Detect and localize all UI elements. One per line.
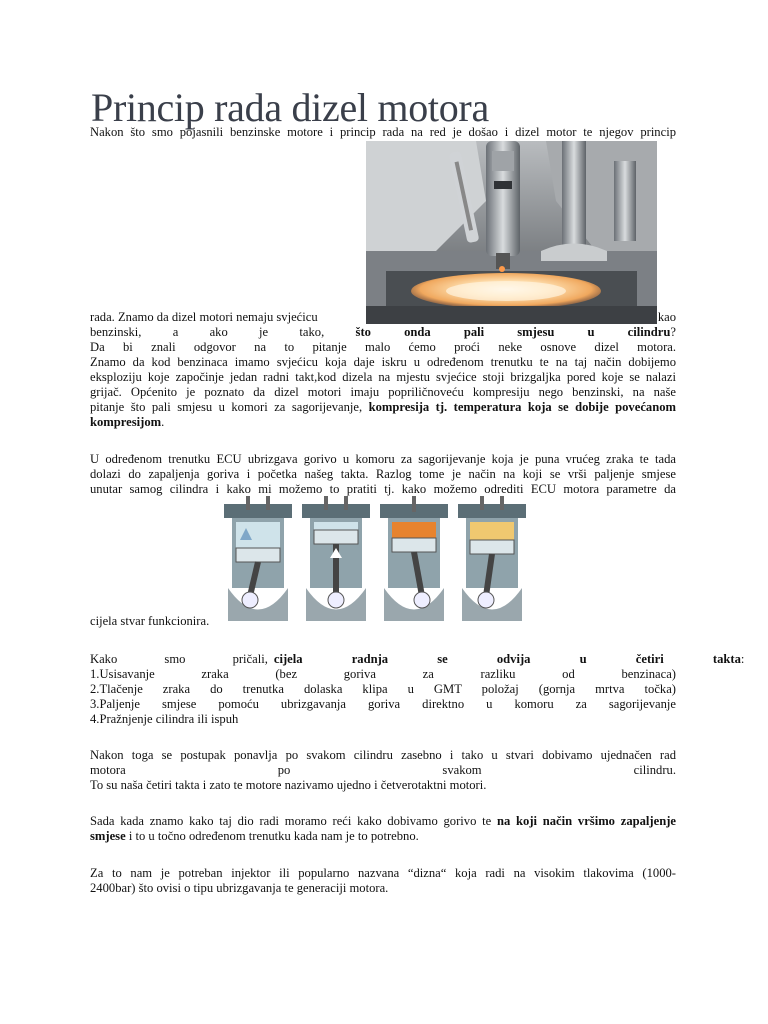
strokes-intro-start xyxy=(90,652,268,667)
strokes-intro-bold: cijela radnja se odvija u četiri takta xyxy=(273,652,741,666)
intro-line-9 xyxy=(90,415,676,430)
colon: : xyxy=(740,652,745,666)
four-stroke-cycle-image xyxy=(222,496,528,628)
para5-line-1-text: Sada kada znamo kako taj dio radi moramo reći kako dobivamo gorivo te xyxy=(90,814,492,828)
intro-line-6: eksploziju koje započinje jedan radni takt,kod dizela na mjestu svjećice stoji brizgaljka pored koje se nalazi xyxy=(90,370,676,384)
para4-line-3: To su naša četiri takta i zato te motore nazivamo ujedno i četverotaktni motori. xyxy=(90,778,487,792)
intro-word: tako, xyxy=(299,325,325,339)
para5-line-2-bold: smjese xyxy=(90,829,126,843)
intro-word: benzinski, xyxy=(90,325,142,339)
para6-line-1: Za to nam je potreban injektor ili popularno nazvana “dizna“ koja radi na visokim tlakovima (1000- xyxy=(90,866,676,880)
intro-word: je xyxy=(259,325,269,339)
compression-stroke-figure xyxy=(302,496,370,621)
para2-line-2: dolazi do zapaljenja goriva i početka našeg takta. Razlog tome je način na koji se vrši paljenje smjese xyxy=(90,467,676,481)
para2-line-4: cijela stvar funkcionira. xyxy=(90,614,210,628)
para4-line-1: Nakon toga se postupak ponavlja po svakom cilindru zasebno i tako u stvari dobivamo ujednačen rad xyxy=(90,748,676,762)
para5-line-1-bold: na koji način vršimo zapaljenje xyxy=(496,814,676,828)
para4-line-2: motora po svakom cilindru. xyxy=(90,763,676,777)
intro-line-4: Da bi znali odgovor na to pitanje malo ćemo proći neke osnove dizel motora. xyxy=(90,340,676,354)
strokes-intro-text: Kako smo pričali, xyxy=(90,652,268,666)
intro-line-3-bold-group xyxy=(356,325,676,340)
intro-line-2 xyxy=(90,310,676,325)
question-mark: ? xyxy=(670,325,676,339)
intake-stroke-figure xyxy=(224,496,292,621)
strokes-intro-bold-group xyxy=(268,652,744,667)
para2-line-3: unutar samog cilindra i kako mi možemo to pratiti tj. kako možemo odrediti ECU motora parametre da xyxy=(90,482,676,496)
diesel-injection-combustion-image xyxy=(366,141,657,324)
intro-line-1: Nakon što smo pojasnili benzinske motore i princip rada na red je došao i dizel motor te njegov princip xyxy=(90,125,676,139)
intro-line-9-end: . xyxy=(161,415,165,429)
intro-line-7: grijač. Općenito je poznato da dizel motori imaju popriličnoveću kompresiju nego benzinski, na naše xyxy=(90,385,676,399)
intro-line-5: Znamo da kod benzinaca imamo svjećicu koja daje iskru u određenom trenutku te na taj način dobijemo xyxy=(90,355,676,369)
stroke-item-1: 1.Usisavanje zraka (bez goriva za razliku od benzinaca) xyxy=(90,667,676,681)
intro-line-2-start: rada. Znamo da dizel motori nemaju svjećicu xyxy=(90,310,318,324)
intro-line-8-text: pitanje što pali smjesu u komori za sagorijevanje, xyxy=(90,400,363,414)
intro-word: a xyxy=(172,325,179,339)
para6-line-2: 2400bar) što ovisi o tipu ubrizgavanja te generaciji motora. xyxy=(90,881,389,895)
intro-line-3 xyxy=(90,325,676,340)
intro-bold-question: što onda pali smjesu u cilindru xyxy=(355,325,671,339)
para5-line-1 xyxy=(90,814,676,829)
intro-line-9-bold: kompresijom xyxy=(90,415,162,429)
exhaust-stroke-figure xyxy=(458,496,526,621)
intro-line-8-bold: kompresija tj. temperatura koja se dobije povećanom xyxy=(368,400,676,414)
strokes-intro-line xyxy=(90,652,745,667)
para2-line-1: U određenom trenutku ECU ubrizgava gorivo u komoru za sagorijevanje koja je puna vrućeg zraka te tada xyxy=(90,452,676,466)
page-title: Princip rada dizel motora xyxy=(91,85,489,130)
intro-line-8 xyxy=(90,400,676,415)
intro-line-2-end: kao xyxy=(657,310,676,324)
stroke-item-3: 3.Paljenje smjese pomoću ubrizgavanja goriva direktno u komoru za sagorijevanje xyxy=(90,697,676,711)
stroke-item-2: 2.Tlačenje zraka do trenutka dolaska klipa u GMT položaj (gornja mrtva točka) xyxy=(90,682,676,696)
stroke-item-4: 4.Pražnjenje cilindra ili ispuh xyxy=(90,712,239,726)
intro-word: ako xyxy=(209,325,228,339)
para5-line-2 xyxy=(90,829,676,844)
power-stroke-figure xyxy=(380,496,448,621)
para5-line-2-text: i to u točno određenom trenutku kada nam je to potrebno. xyxy=(128,829,419,843)
